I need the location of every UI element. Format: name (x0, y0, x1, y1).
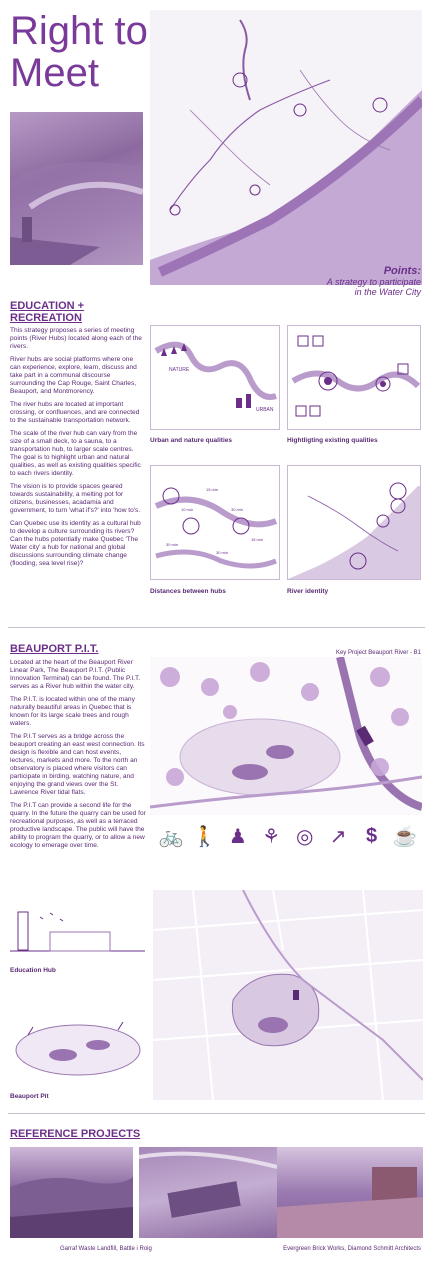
beauport-illustration-art (150, 657, 422, 815)
time-label: 10 min (181, 507, 194, 512)
paragraph: The vision is to provide spaces geared towards sustainability, a melting pot for citizens, businesses, acadamia and government, to turn 'what if's?' into 'how to's. (10, 483, 141, 514)
beauport-pit-art (8, 1005, 146, 1085)
paragraph: The P.I.T. is located within one of the many naturally beautiful areas in Quebec that is known for its large scale trees and rough waters. (10, 696, 135, 727)
beauport-text (10, 659, 147, 855)
beauport-site-map-art (153, 890, 423, 1100)
points-sub: in the Water City (354, 287, 421, 297)
beauport-pit-sketch (8, 1005, 146, 1085)
reference-photo-art (10, 1147, 133, 1238)
paragraph: This strategy proposes a series of meeting points (River Hubs) located along each of the rivers. (10, 327, 142, 350)
diagram-urban-nature (150, 325, 280, 430)
activity-icons (158, 823, 418, 853)
paragraph: The P.I.T serves as a bridge across the beauport creating an east west connection. Its design is flexible and can host events, lectures, markets and more. To the north an observatory is placed where visitors can participate in birding, watching nature, and enjoying the grand views over the St. Lawrence River tidal flats. (10, 733, 145, 796)
label-nature: NATURE (169, 367, 190, 373)
key-project-label: Key Project Beauport River - B1 (335, 650, 421, 656)
time-label: 15 min (251, 537, 264, 542)
aerial-photo-art (10, 112, 143, 265)
divider (8, 1113, 425, 1114)
paragraph: Can Quebec use its identity as a cultural hub to develop a culture surrounding its rivers? Can the hubs potentially make Quebec 'The Water city' a hub for national and global discussions surrounding climate change (flooding, sea level rise)? (10, 520, 141, 567)
caption-river-identity: River identity (287, 588, 329, 595)
time-label: 30 min (231, 507, 244, 512)
reference-photo-evergreen-2 (277, 1147, 423, 1238)
caption-evergreen: Evergreen Brick Works, Diamond Schmitt Architects (283, 1246, 421, 1252)
coffee-icon: ☕ (392, 825, 418, 848)
water-city-map (150, 10, 422, 285)
points-caption (271, 265, 421, 297)
points-heading: Points: (383, 265, 421, 277)
time-label: 30 min (216, 550, 229, 555)
caption-education-hub: Education Hub (10, 967, 56, 974)
reference-photo-garraf (10, 1147, 133, 1238)
tulip-icon: ⚘ (262, 825, 281, 848)
time-label: 15 min (206, 487, 219, 492)
binoculars-icon: ◎ (295, 825, 314, 848)
diagram-existing-qualities (287, 325, 421, 430)
paragraph: River hubs are social platforms where one can experience, explore, learn, discuss and take part in a communal discourse surrounding the Cap Rouge, Saint Charles, Beauport, and Montmorency. (10, 356, 137, 395)
references-heading: REFERENCE PROJECTS (10, 1128, 141, 1140)
reference-photo-art (277, 1147, 423, 1238)
caption-beauport-pit: Beauport Pit (10, 1093, 49, 1100)
caption-existing-qualities: Hightligting existing qualities (287, 437, 378, 444)
hiking-icon: 🚶 (191, 825, 217, 848)
education-hub-sketch (10, 907, 145, 957)
lounge-icon: ↗ (329, 825, 347, 848)
points-sub: A strategy to participate (326, 277, 421, 287)
education-text (10, 327, 144, 573)
divider (8, 627, 425, 628)
paragraph: The scale of the river hub can vary from the size of a small deck, to a sauna, to a transportation hub, to larger scale centres. The goal is to highlight urban and natural qualities, as well as existing qualities specific to each rivers identity. (10, 430, 141, 477)
paragraph: The river hubs are located at important crossing, or confluences, and are connected to the sustainable transportation network. (10, 401, 140, 424)
paragraph: The P.I.T can provide a second life for the quarry. In the future the quarry can be used for recreational purposes, as well as a terraced productive landscape. The public will have the ability to program the quarry, or to allow a new ecology to emerage over time. (10, 802, 146, 849)
aerial-photo (10, 112, 143, 265)
label-urban: URBAN (256, 407, 274, 413)
diagram-art (288, 326, 420, 429)
beauport-illustration (150, 657, 422, 815)
reference-photo-evergreen-1 (139, 1147, 277, 1238)
education-heading: EDUCATION + RECREATION (10, 300, 85, 324)
caption-urban-nature: Urban and nature qualities (150, 437, 232, 444)
diagram-river-identity (287, 465, 421, 580)
time-label: 30 min (166, 542, 179, 547)
diagram-art (151, 466, 279, 579)
beauport-heading: BEAUPORT P.I.T. (10, 643, 99, 655)
reference-photo-art (139, 1147, 277, 1238)
lecture-icon: ♟ (228, 825, 247, 848)
bicycle-icon: 🚲 (158, 825, 184, 848)
beauport-site-map (153, 890, 423, 1100)
education-hub-art (10, 907, 145, 957)
paragraph: Located at the heart of the Beauport River Linear Park, The Beauport P.I.T. (Public Innovation Terminal) can be found. The P.I.T. serves as a River hub within the water city. (10, 659, 141, 690)
diagram-art (151, 326, 279, 429)
dollar-icon: $ (365, 824, 378, 847)
caption-distances: Distances between hubs (150, 588, 226, 595)
page-title: Right to Meet (10, 9, 148, 95)
caption-garraf: Garraf Waste Landfill, Battle i Roig (60, 1246, 152, 1252)
diagram-art (288, 466, 420, 579)
water-city-map-art (150, 10, 422, 285)
diagram-distances (150, 465, 280, 580)
